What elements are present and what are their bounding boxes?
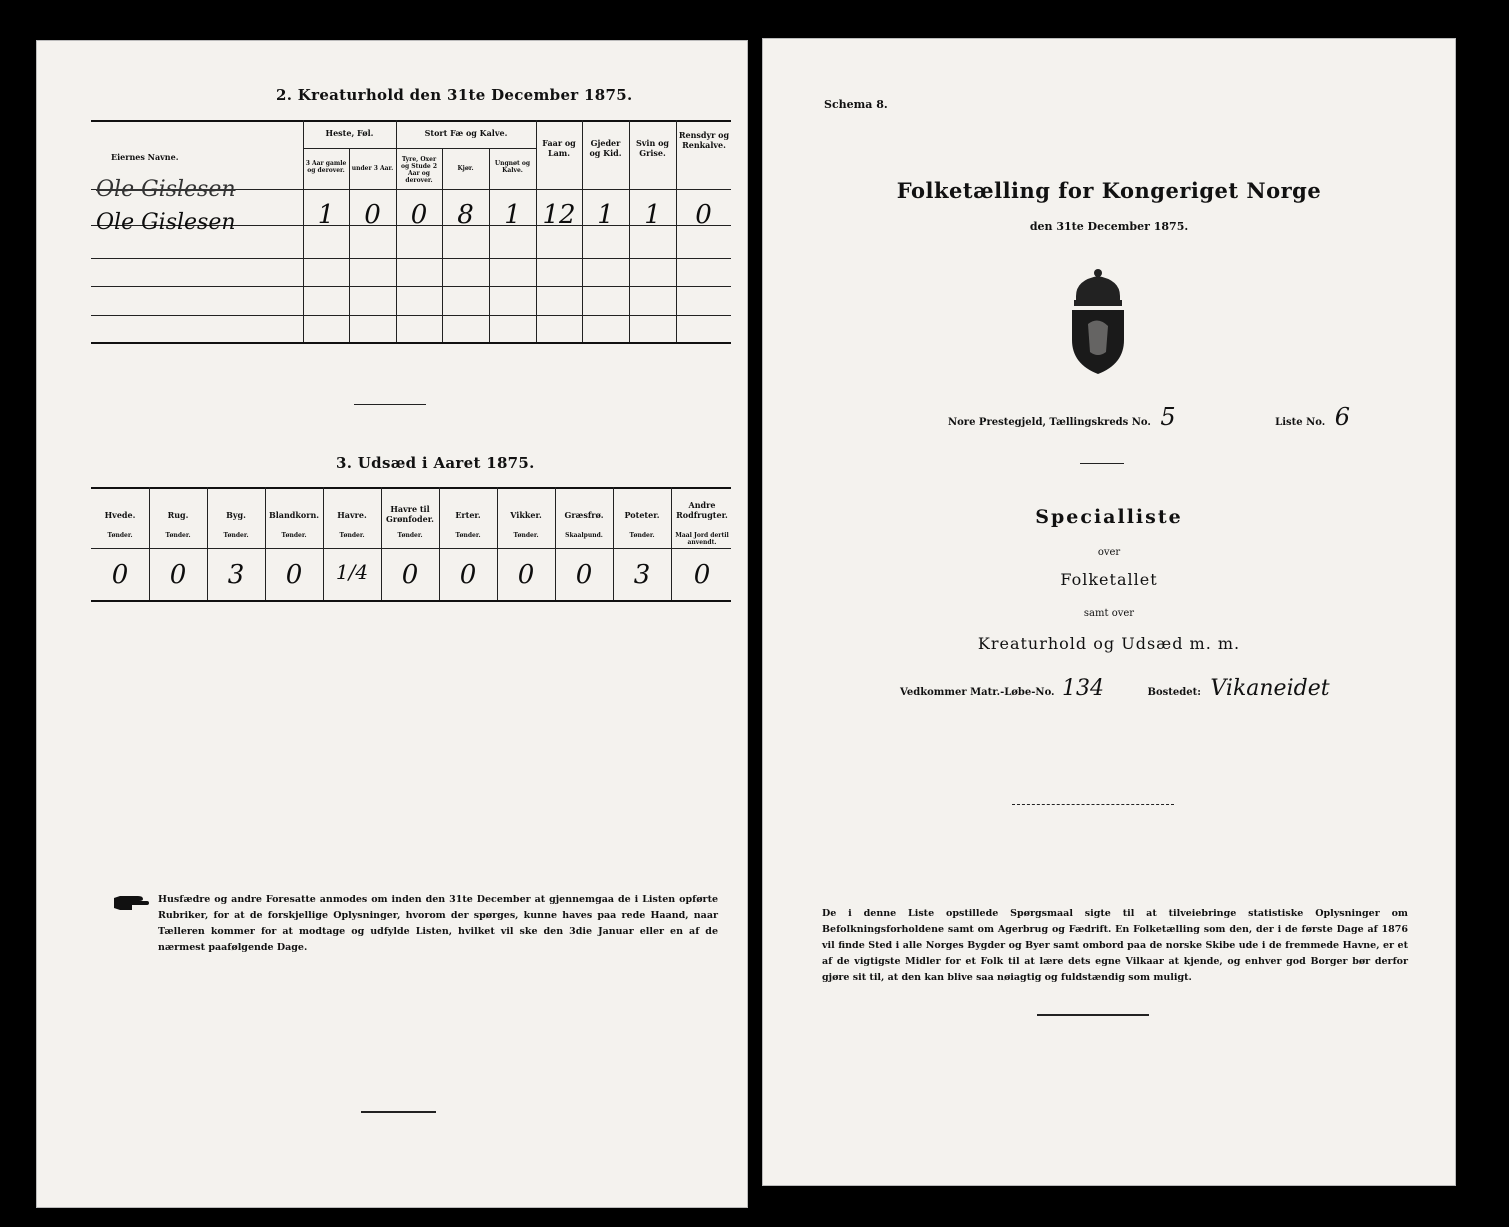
val-andre: 0 — [693, 560, 711, 590]
table2-bottom-rule — [91, 342, 731, 344]
header-heste-a: 3 Aar gamle og derover. — [305, 160, 347, 174]
col-havre: Havre. — [337, 510, 367, 520]
col-vikker: Vikker. — [510, 510, 542, 520]
fae-subheader-rule — [396, 148, 536, 149]
cell-gjeder: 1 — [597, 200, 614, 230]
census-date: den 31te December 1875. — [1029, 220, 1189, 233]
col-poteter: Poteter. — [624, 510, 660, 520]
col-byg: Byg. — [226, 510, 246, 520]
cell-svin: 1 — [644, 200, 661, 230]
val-byg: 3 — [227, 560, 245, 590]
table2-col-rule — [582, 120, 583, 342]
coat-of-arms-icon — [1062, 266, 1134, 376]
val-blandkorn: 0 — [285, 560, 303, 590]
cell-fae-b: 8 — [457, 200, 474, 230]
samt-over-label: samt over — [1083, 608, 1135, 619]
cell-faar: 12 — [542, 200, 576, 230]
val-havre: 1/4 — [335, 560, 369, 584]
table2-col-rule — [676, 120, 677, 342]
section3-title: 3. Udsæd i Aaret 1875. — [336, 454, 535, 472]
col-havre-gronfoder: Havre til Grønfoder. — [386, 504, 434, 524]
schema-label: Schema 8. — [824, 98, 888, 111]
table3-col-rule — [671, 487, 672, 600]
header-fae-b: Kjør. — [457, 165, 474, 172]
pointing-hand-icon — [112, 892, 150, 914]
cell-rensdyr: 0 — [695, 200, 712, 230]
left-page — [36, 40, 748, 1208]
table2-col-rule — [629, 120, 630, 342]
footer-note: De i denne Liste opstillede Spørgsmaal sigte til at tilveiebringe statistiske Oplysninger om Befolkningsforholdene samt om Agerbrug og Fædrift. En Folketælling som den, der i de første Dage af 1876 vil finde Sted i alle Norges Bygder og Byer samt ombord paa de norske Skibe ude i de fremmede Havne, er et af de vigtigste Midler for et Folk til at lære dets egne Vilkaar at kjende, og enhver god Borger bør derfor gjøre sit til, at den kan blive saa nøiagtig og fuldstændig som muligt. — [822, 908, 1408, 983]
val-graesfro: 0 — [575, 560, 593, 590]
header-fae-c: Ungnøt og Kalve. — [494, 160, 531, 174]
unit-blandkorn: Tønder. — [281, 532, 307, 539]
bosted-label: Bostedet: — [1147, 687, 1201, 698]
table3-bottom-rule — [91, 600, 731, 602]
district-no: 5 — [1160, 403, 1176, 431]
bosted-value: Vikaneidet — [1210, 676, 1330, 701]
unit-havre-gronfoder: Tønder. — [397, 532, 423, 539]
header-heste-b: under 3 Aar. — [351, 165, 394, 172]
val-hvede: 0 — [111, 560, 129, 590]
table2-col-rule — [442, 148, 443, 342]
col-erter: Erter. — [455, 510, 481, 520]
header-gjeder: Gjeder og Kid. — [589, 138, 622, 158]
unit-poteter: Tønder. — [629, 532, 655, 539]
header-heste: Heste, Føl. — [325, 128, 374, 138]
divider-2 — [361, 1111, 436, 1113]
district-line — [948, 403, 1448, 431]
owner-name: Ole Gislesen — [96, 210, 236, 235]
header-owner: Eiernes Navne. — [111, 152, 179, 162]
table2-col-rule — [396, 120, 397, 342]
table2-col-rule — [536, 120, 537, 342]
table2-row-rule-4 — [91, 315, 731, 316]
table2-col-rule — [489, 148, 490, 342]
matr-no: 134 — [1062, 676, 1105, 701]
table2-col-rule — [303, 120, 304, 342]
liste-label: Liste No. — [1275, 417, 1326, 428]
matr-label: Vedkommer Matr.-Løbe-No. — [900, 687, 1055, 698]
cell-fae-c: 1 — [504, 200, 521, 230]
val-havre-gronfoder: 0 — [401, 560, 419, 590]
cell-heste-a: 1 — [317, 200, 335, 230]
main-title: Folketælling for Kongeriget Norge — [896, 178, 1322, 203]
over-label: over — [1097, 547, 1121, 558]
col-hvede: Hvede. — [104, 510, 136, 520]
unit-vikker: Tønder. — [513, 532, 539, 539]
table2-top-rule — [91, 120, 731, 122]
unit-havre: Tønder. — [339, 532, 365, 539]
val-poteter: 3 — [633, 560, 651, 590]
col-andre: Andre Rodfrugter. — [676, 500, 728, 520]
val-rug: 0 — [169, 560, 187, 590]
header-faar: Faar og Lam. — [542, 138, 576, 158]
unit-graesfro: Skaalpund. — [565, 532, 603, 539]
col-blandkorn: Blandkorn. — [268, 510, 320, 520]
kreaturhold-title: Kreaturhold og Udsæd m. m. — [977, 634, 1241, 653]
table2-col-rule — [349, 148, 350, 342]
specialliste-title: Specialliste — [1035, 506, 1183, 528]
header-stortfae: Stort Fæ og Kalve. — [424, 128, 508, 138]
unit-byg: Tønder. — [223, 532, 249, 539]
right-page — [762, 38, 1456, 1186]
liste-no: 6 — [1334, 403, 1350, 431]
header-rensdyr: Rensdyr og Renkalve. — [678, 130, 730, 150]
folketallet-title: Folketallet — [1060, 570, 1158, 589]
divider-1 — [354, 404, 426, 405]
col-rug: Rug. — [167, 510, 189, 520]
unit-rug: Tønder. — [165, 532, 191, 539]
owner-struck: Ole Gislesen — [96, 177, 236, 202]
section2-title: 2. Kreaturhold den 31te December 1875. — [276, 86, 633, 104]
district-label: Nore Prestegjeld, Tællingskreds No. — [948, 417, 1151, 428]
col-graesfro: Græsfrø. — [564, 510, 604, 520]
cell-heste-b: 0 — [364, 200, 381, 230]
unit-erter: Tønder. — [455, 532, 481, 539]
val-vikker: 0 — [517, 560, 535, 590]
table3-top-rule — [91, 487, 731, 489]
header-fae-a: Tyre, Oxer og Stude 2 Aar og derover. — [400, 156, 438, 184]
divider-4 — [1012, 804, 1174, 805]
instruction-note: Husfædre og andre Foresatte anmodes om inden den 31te December at gjennemgaa de i Listen opførte Rubriker, for at de forskjellige Oplysninger, hvorom der spørges, kunne haves paa rede Haand, naar Tælleren kommer for at modtage og udfylde Listen, hvilket vil ske den 3die Januar eller en af de nærmest paafølgende Dage. — [158, 894, 718, 953]
cell-fae-a: 0 — [410, 200, 428, 230]
divider-3 — [1080, 463, 1124, 464]
matr-line — [900, 676, 1440, 701]
divider-5 — [1037, 1014, 1149, 1016]
table3-header-rule — [91, 548, 731, 549]
table2-row-rule-3 — [91, 286, 731, 287]
unit-hvede: Tønder. — [107, 532, 133, 539]
table2-row-rule-2 — [91, 258, 731, 259]
header-svin: Svin og Grise. — [636, 138, 669, 158]
val-erter: 0 — [459, 560, 477, 590]
unit-andre: Maal Jord dertil anvendt. — [675, 532, 729, 546]
